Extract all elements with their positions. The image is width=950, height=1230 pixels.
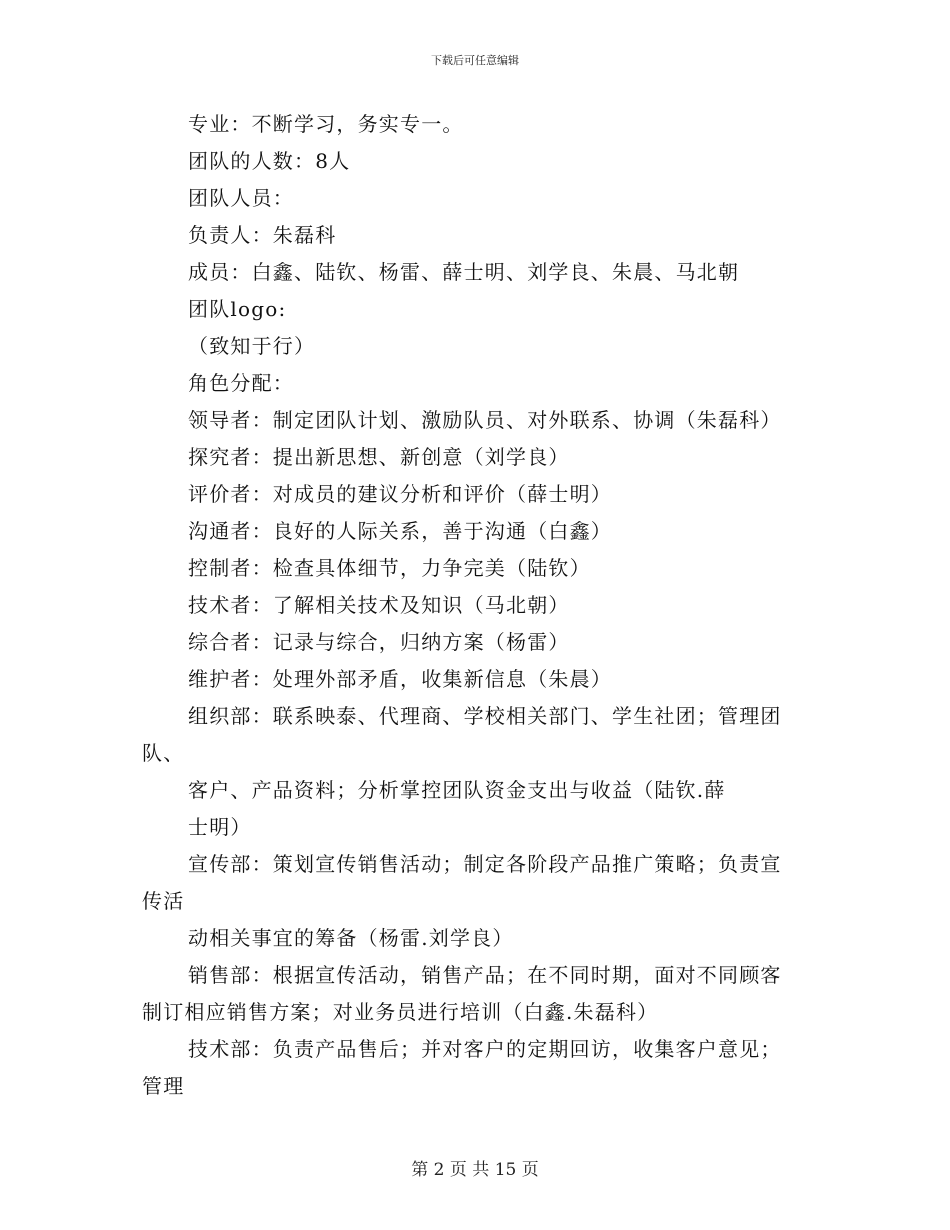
document-body — [142, 106, 802, 1105]
paragraph-line: 管理 — [142, 1074, 185, 1098]
paragraph-line: 士明） — [188, 815, 252, 839]
paragraph-line: 负责人：朱磊科 — [188, 223, 337, 247]
paragraph-line: 团队人员： — [188, 186, 294, 210]
paragraph-line: 探究者：提出新思想、新创意（刘学良） — [188, 445, 570, 469]
paragraph-line: （致知于行） — [188, 334, 316, 358]
paragraph-line: 评价者：对成员的建议分析和评价（薛士明） — [188, 482, 612, 506]
page-footer: 第 2 页 共 15 页 — [411, 1160, 539, 1180]
paragraph-line: 控制者：检查具体细节，力争完美（陆钦） — [188, 556, 591, 580]
paragraph-line: 专业：不断学习，务实专一。 — [188, 112, 464, 136]
paragraph-line: 角色分配： — [188, 371, 294, 395]
paragraph-line: 团队logo: — [188, 297, 287, 321]
page-header: 下载后可任意编辑 — [431, 54, 519, 67]
paragraph-line: 成员：白鑫、陆钦、杨雷、薛士明、刘学良、朱晨、马北朝 — [188, 260, 740, 284]
paragraph-line: 领导者：制定团队计划、激励队员、对外联系、协调（朱磊科） — [188, 408, 782, 432]
paragraph-line: 传活 — [142, 889, 185, 913]
paragraph-line: 团队的人数：8人 — [188, 149, 351, 173]
paragraph-line: 维护者：处理外部矛盾，收集新信息（朱晨） — [188, 667, 612, 691]
paragraph-line: 宣传部：策划宣传销售活动；制定各阶段产品推广策略；负责宣 — [188, 852, 782, 876]
paragraph-line: 沟通者：良好的人际关系，善于沟通（白鑫） — [188, 519, 612, 543]
paragraph-line: 客户、产品资料；分析掌控团队资金支出与收益（陆钦.薛 — [188, 778, 726, 802]
paragraph-line: 队、 — [142, 741, 185, 765]
paragraph-line: 组织部：联系映泰、代理商、学校相关部门、学生社团；管理团 — [188, 704, 782, 728]
paragraph-line: 动相关事宜的筹备（杨雷.刘学良） — [188, 926, 514, 950]
paragraph-line: 技术者：了解相关技术及知识（马北朝） — [188, 593, 570, 617]
paragraph-line: 销售部：根据宣传活动，销售产品；在不同时期，面对不同顾客 — [188, 963, 782, 987]
paragraph-line: 技术部：负责产品售后；并对客户的定期回访，收集客户意见； — [188, 1037, 782, 1061]
paragraph-line: 综合者：记录与综合，归纳方案（杨雷） — [188, 630, 570, 654]
paragraph-line: 制订相应销售方案；对业务员进行培训（白鑫.朱磊科） — [142, 1000, 659, 1024]
